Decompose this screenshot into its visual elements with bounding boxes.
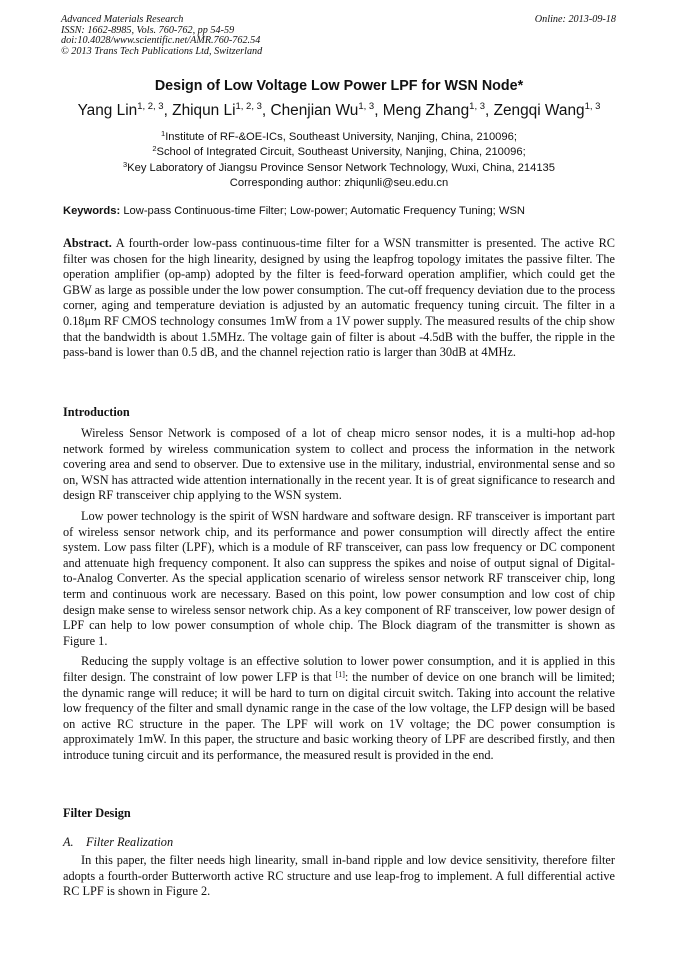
affiliation-sup: 2 [152, 144, 157, 154]
section-heading-filter-design: Filter Design [63, 806, 131, 820]
affiliation-sup: 3 [122, 159, 128, 169]
online-date: Online: 2013-09-18 [534, 14, 616, 25]
paragraph-text: Reducing the supply voltage is an effective solution to lower power consumption, and it is applied in this filter design. The constraint of low power LFP is that [63, 654, 615, 684]
body-paragraph [63, 654, 615, 763]
author-name: Yang Lin [77, 102, 138, 119]
author-list [0, 102, 678, 120]
author-separator: , [485, 102, 494, 119]
subsection-heading [63, 835, 173, 850]
body-paragraph: Low power technology is the spirit of WSN hardware and software design. RF transceiver is important part of wireless sensor network chip, and its performance and power consumption will directly affect the entire system. Low pass filter (LPF), which is a module of RF transceiver, can pass low frequency or DC component and attenuate high frequency component. It also can suppress the spikes and noise of output signal of Digital-to-Analog Converter. As the special application scenario of wireless sensor network RF transceiver chip, long term and continuous work are necessary. Based on this point, low power consumption and low cost of chip design make sense to wireless sensor network chip. As a key component of RF transceiver, low power design of LPF can help to low power consumption of whole chip. The Block diagram of the transmitter is shown as Figure 1. [63, 508, 615, 648]
copyright-line: © 2013 Trans Tech Publications Ltd, Switzerland [61, 45, 263, 57]
doi-line: doi:10.4028/www.scientific.net/AMR.760-762.54 [61, 35, 261, 47]
corresponding-author: Corresponding author: zhiqunli@seu.edu.cn [229, 177, 449, 190]
author-affiliation-sup: 1, 2, 3 [137, 101, 164, 112]
author-name: Chenjian Wu [270, 102, 359, 119]
issn-line: ISSN: 1662-8985, Vols. 760-762, pp 54-59 [61, 24, 235, 36]
author-name: Zhiqun Li [172, 102, 236, 119]
introduction-body [63, 426, 615, 763]
author-separator: , [261, 102, 271, 119]
affiliation-line [0, 161, 678, 176]
body-paragraph: In this paper, the filter needs high linearity, small in-band ripple and low device sensitivity, therefore filter adopts a fourth-order Butterworth active RC structure and use leap-frog to implement. A full differential active RC LPF is shown in Figure 2. [63, 853, 615, 899]
abstract-label: Abstract. [63, 236, 112, 250]
affiliations [0, 130, 678, 192]
filter-design-body [63, 853, 615, 900]
author-affiliation-sup: 1, 3 [584, 101, 601, 112]
abstract-text: A fourth-order low-pass continuous-time filter for a WSN transmitter is presented. The active RC filter was chosen for the high linearity, designed by using the leapfrog topology imitates the passive filter. The operation amplifier (op-amp) adopted by the filter is feed-forward operation amplifier, which could get the GBW as large as possible under the low power consumption. The cut-off frequency deviation due to the process corner, aging and temperature deviation is adjusted by an automatic frequency tuning circuit. The filter in a 0.18μm RF CMOS technology consumes 1mW from a 1V power supply. The measured results of the chip show that the bandwidth is about 1.5MHz. The voltage gain of filter is about -4.5dB with the buffer, the ripple in the pass-band is lower than 0.5 dB, and the channel rejection ratio is larger than 30dB at 4MHz. [63, 236, 615, 360]
abstract-paragraph [63, 236, 615, 361]
paragraph-text: : the number of device on one branch will be limited; the dynamic range will reduce; it will be hard to turn on digital circuit switch. Taking into account the relative low frequency of the filter and small dynamic range in the case of the low voltage, the LFP design will be based on active RC structure in the paper. The LPF will work on 1V voltage; the DC power consumption is approximately 1mW. In this paper, the structure and basic working theory of LPF are described firstly, and then introduce tuning circuit and its performance, the measured result is provided in the end. [63, 669, 615, 762]
keywords-text: Low-pass Continuous-time Filter; Low-power; Automatic Frequency Tuning; WSN [123, 205, 525, 217]
affiliation-line [0, 130, 678, 145]
affiliation-text: Institute of RF-&OE-ICs, Southeast University, Nanjing, China, 210096; [165, 131, 517, 143]
affiliation-line [0, 145, 678, 160]
author-affiliation-sup: 1, 2, 3 [235, 101, 262, 112]
section-heading-introduction: Introduction [63, 405, 130, 419]
affiliation-text: School of Integrated Circuit, Southeast University, Nanjing, China, 210096; [156, 146, 526, 159]
author-name: Zengqi Wang [493, 102, 585, 119]
author-separator: , [163, 102, 173, 119]
journal-header [61, 15, 616, 57]
journal-name: Advanced Materials Research [61, 14, 184, 25]
keywords-line [63, 205, 618, 217]
author-separator: , [374, 102, 383, 119]
citation-ref: [1] [335, 669, 345, 679]
paper-title: Design of Low Voltage Low Power LPF for WSN Node* [154, 78, 524, 94]
author-affiliation-sup: 1, 3 [358, 101, 375, 112]
abstract-block [63, 236, 615, 361]
subsection-title: Filter Realization [86, 835, 174, 849]
body-paragraph: Wireless Sensor Network is composed of a lot of cheap micro sensor nodes, it is a multi-hop ad-hop network formed by wireless communication system to collect and process the information in the network covering area and send to observer. Due to extensive use in the military, industrial, environmental sense and so on, WSN has attracted wide attention internationally in the recent year. It is of great significance to research and design RF transceiver chip applying to the WSN system. [63, 426, 615, 503]
affiliation-sup: 1 [161, 129, 166, 138]
keywords-label: Keywords: [63, 205, 121, 217]
author-name: Meng Zhang [382, 102, 470, 119]
affiliation-text: Key Laboratory of Jiangsu Province Sensor Network Technology, Wuxi, China, 214135 [127, 161, 556, 174]
author-affiliation-sup: 1, 3 [469, 101, 486, 112]
subsection-number: A. [63, 835, 74, 849]
